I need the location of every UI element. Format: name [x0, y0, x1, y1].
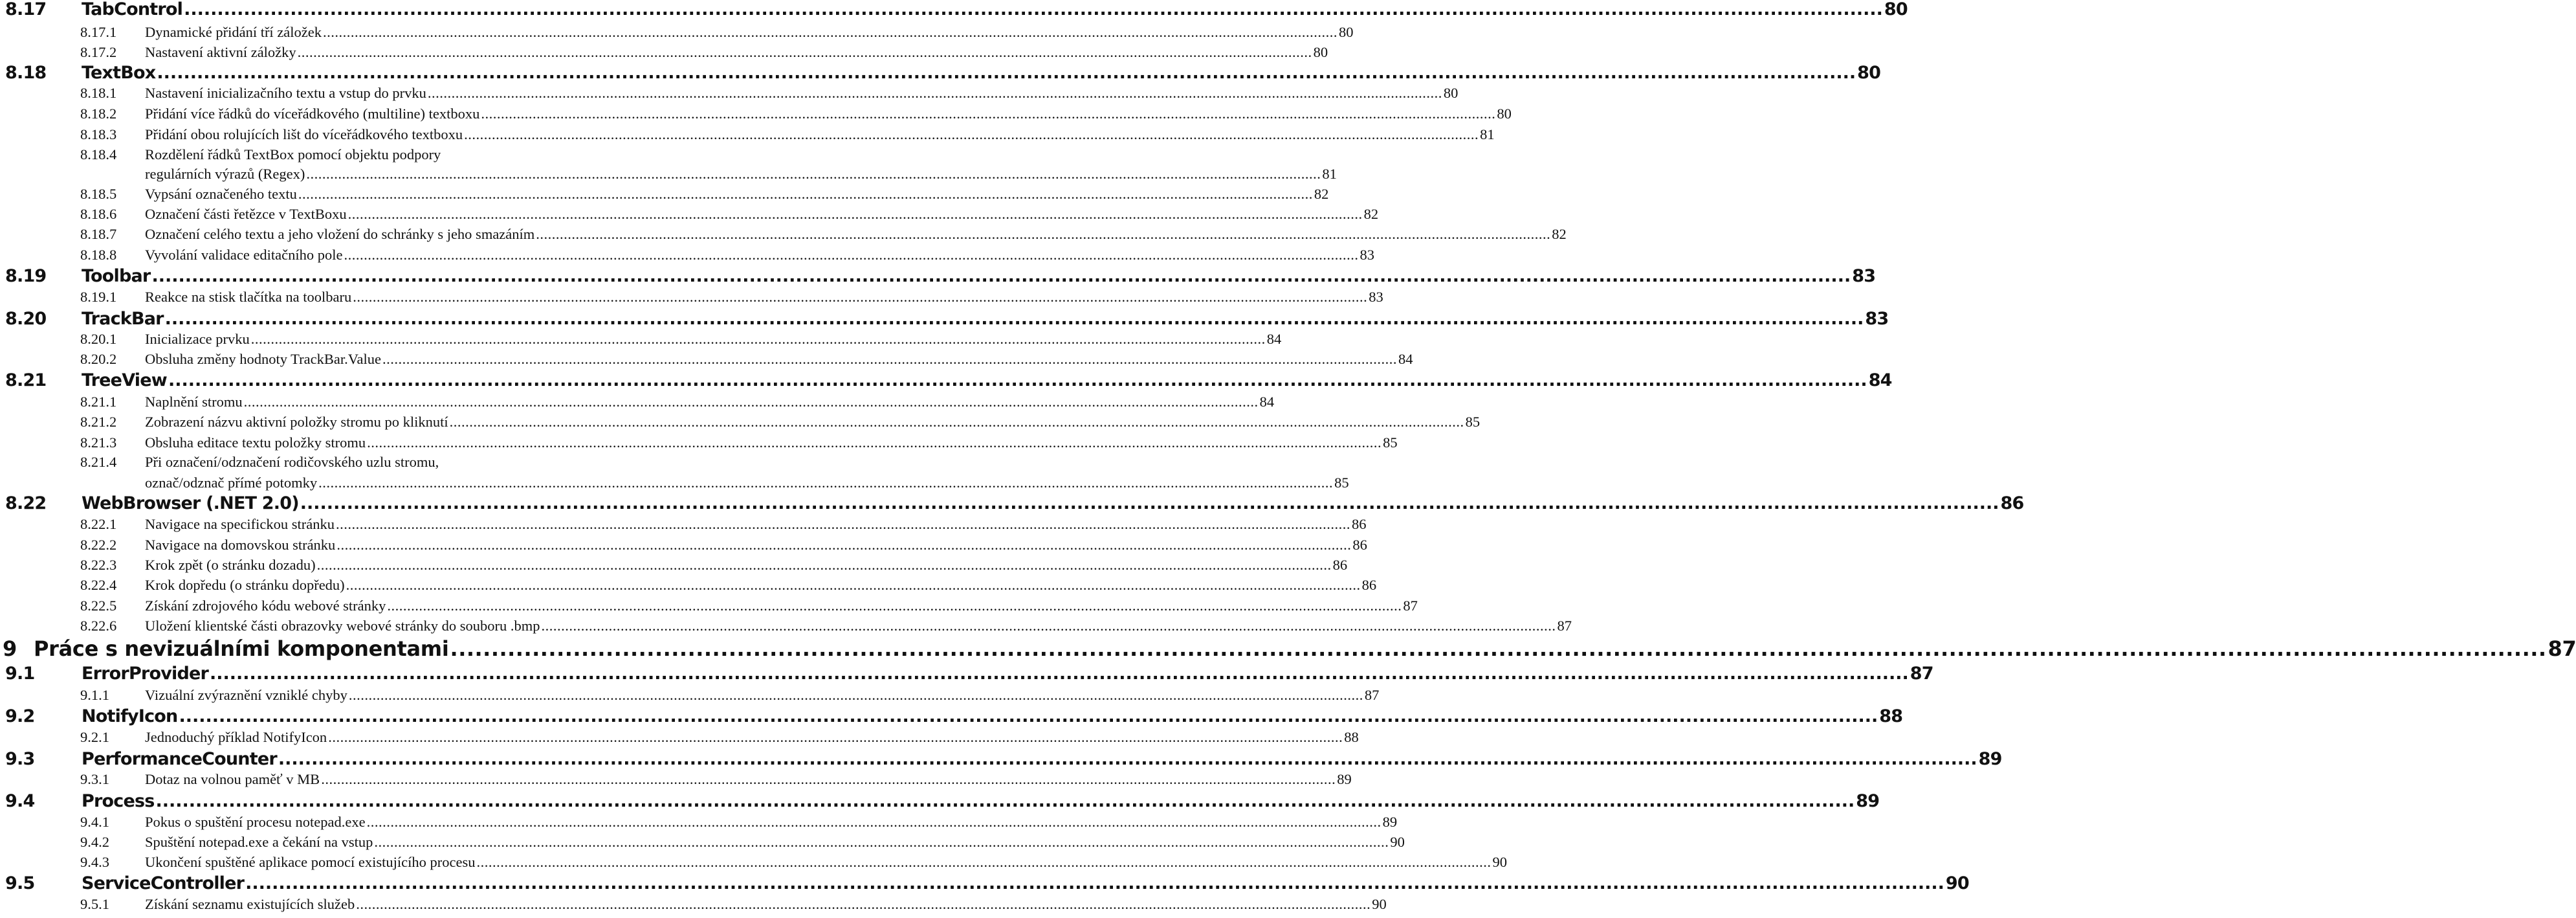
- toc-entry-page-number: 84: [1868, 370, 1892, 390]
- dot-leader: [151, 266, 1851, 286]
- toc-entry-title: Toolbar: [82, 266, 151, 286]
- toc-entry-level-3[interactable]: [80, 618, 1572, 637]
- toc-entry-page-number: 80: [1497, 106, 1512, 122]
- toc-entry-level-3[interactable]: [80, 351, 1413, 370]
- toc-entry-page-number: 87: [2548, 636, 2576, 661]
- toc-entry-level-2[interactable]: [5, 706, 1903, 728]
- toc-entry-level-3[interactable]: [80, 598, 1418, 617]
- toc-entry-page-number: 82: [1552, 226, 1567, 242]
- toc-entry-page-number: 89: [1978, 749, 2002, 769]
- toc-entry-page-number: 90: [1945, 873, 1969, 893]
- toc-entry-number: 8.18.7: [80, 226, 117, 242]
- toc-entry-page-number: 88: [1879, 706, 1903, 726]
- toc-entry-title: Process: [82, 791, 155, 811]
- toc-entry-number: 8.22.5: [80, 598, 117, 614]
- toc-entry-level-3[interactable]: [80, 414, 1481, 433]
- toc-entry-level-1[interactable]: [3, 636, 2576, 662]
- toc-entry-number: 8.18.6: [80, 206, 117, 222]
- toc-entry-page-number: 80: [1884, 0, 1908, 19]
- toc-entry-level-3[interactable]: [80, 557, 1348, 576]
- toc-entry-number: 8.18.8: [80, 247, 117, 263]
- toc-entry-title: označ/odznač přímé potomky: [145, 475, 318, 491]
- toc-entry-level-3[interactable]: [80, 206, 1379, 225]
- toc-entry-number: 8.20: [5, 309, 47, 329]
- dot-leader: [450, 636, 2547, 661]
- toc-entry-level-2[interactable]: [5, 0, 1908, 21]
- toc-entry-title: Navigace na specifickou stránku: [145, 516, 335, 532]
- toc-entry-number: 8.18.4: [80, 146, 117, 162]
- toc-entry-level-2[interactable]: [5, 370, 1892, 392]
- toc-entry-level-3[interactable]: [80, 814, 1398, 833]
- toc-entry-number: 8.22.2: [80, 537, 117, 553]
- dot-leader: [428, 85, 1442, 102]
- toc-entry-number: 8.21.3: [80, 434, 117, 451]
- toc-entry-number: 8.18.3: [80, 126, 117, 142]
- dot-leader: [298, 44, 1312, 61]
- toc-entry-title: ErrorProvider: [82, 664, 209, 684]
- toc-entry-page-number: 84: [1266, 331, 1282, 347]
- toc-entry-page-number: 83: [1369, 289, 1383, 305]
- toc-entry-title: Dynamické přidání tří záložek: [145, 24, 322, 40]
- toc-entry-level-3[interactable]: [80, 44, 1328, 63]
- toc-entry-number: 8.20.1: [80, 331, 117, 347]
- toc-entry-number: 8.19: [5, 266, 47, 286]
- toc-entry-title: Přidání obou rolujících lišt do víceřádkového textboxu: [145, 126, 463, 142]
- toc-entry-number: 9.2: [5, 706, 35, 726]
- toc-entry-level-3[interactable]: [80, 226, 1567, 245]
- dot-leader: [476, 854, 1491, 871]
- toc-entry-level-2[interactable]: [5, 749, 2002, 771]
- dot-leader: [344, 247, 1359, 263]
- toc-entry-level-3[interactable]: [80, 537, 1367, 556]
- toc-entry-level-2[interactable]: [5, 791, 1880, 813]
- toc-entry-level-2[interactable]: [5, 664, 1933, 686]
- toc-entry-level-3[interactable]: [80, 85, 1459, 104]
- toc-entry-page-number: 87: [1910, 664, 1933, 684]
- dot-leader: [168, 370, 1867, 390]
- toc-entry-title: TabControl: [82, 0, 183, 19]
- dot-leader: [349, 687, 1363, 704]
- toc-entry-page-number: 87: [1557, 618, 1572, 634]
- dot-leader: [346, 577, 1361, 594]
- dot-leader: [356, 896, 1371, 913]
- toc-entry-title: Vypsání označeného textu: [145, 186, 297, 202]
- toc-entry-page-number: 90: [1492, 854, 1507, 870]
- toc-entry-number: 8.17: [5, 0, 47, 19]
- toc-entry-page-number: 85: [1465, 414, 1481, 430]
- toc-entry-number: 8.22.6: [80, 618, 117, 634]
- toc-entry-number: 9.1: [5, 664, 35, 684]
- dot-leader: [165, 309, 1864, 329]
- dot-leader: [450, 414, 1464, 431]
- toc-entry-title: NotifyIcon: [82, 706, 178, 726]
- toc-entry-title: Reakce na stisk tlačítka na toolbaru: [145, 289, 352, 305]
- toc-entry-title: Při označení/odznačení rodičovského uzlu stromu,: [145, 454, 439, 470]
- toc-entry-title: Označení části řetězce v TextBoxu: [145, 206, 347, 222]
- toc-entry-number: 8.20.2: [80, 351, 117, 367]
- toc-entry-title: Označení celého textu a jeho vložení do schránky s jeho smazáním: [145, 226, 535, 242]
- toc-entry-number: 9.4.2: [80, 834, 109, 850]
- toc-entry-level-3[interactable]: [80, 289, 1383, 308]
- toc-entry-level-3[interactable]: [80, 687, 1380, 706]
- toc-entry-number: 9: [3, 636, 17, 661]
- dot-leader: [156, 791, 1855, 811]
- toc-entry-title: Přidání více řádků do víceřádkového (multiline) textboxu: [145, 106, 480, 122]
- dot-leader: [367, 814, 1382, 831]
- toc-entry-page-number: 86: [2000, 493, 2024, 513]
- dot-leader: [318, 475, 1333, 491]
- toc-entry-level-3[interactable]: [80, 896, 1387, 915]
- toc-entry-title: Uložení klientské části obrazovky webové stránky do souboru .bmp: [145, 618, 540, 634]
- dot-leader: [374, 834, 1389, 851]
- toc-entry-number: 8.22.3: [80, 557, 117, 573]
- toc-entry-title: Dotaz na volnou paměť v MB: [145, 771, 320, 787]
- toc-entry-page-number: 80: [1857, 63, 1881, 83]
- toc-entry-page-number: 83: [1865, 309, 1889, 329]
- toc-entry-title: Nastavení aktivní záložky: [145, 44, 296, 60]
- toc-entry-level-3[interactable]: [80, 247, 1375, 266]
- toc-entry-number: 8.18.1: [80, 85, 117, 101]
- dot-leader: [542, 618, 1556, 634]
- dot-leader: [336, 516, 1350, 533]
- toc-entry-number: 8.21: [5, 370, 47, 390]
- dot-leader: [184, 0, 1883, 19]
- toc-entry-level-3[interactable]: [80, 577, 1377, 596]
- toc-entry-number: 8.22.4: [80, 577, 117, 593]
- toc-entry-level-2[interactable]: [5, 266, 1876, 288]
- toc-entry-number: 9.3.1: [80, 771, 109, 787]
- toc-entry-level-3[interactable]: [80, 771, 1352, 790]
- dot-leader: [382, 351, 1397, 368]
- toc-entry-page-number: 84: [1259, 394, 1275, 410]
- dot-leader: [179, 706, 1878, 726]
- dot-leader: [353, 289, 1367, 306]
- toc-entry-title: Vizuální zvýraznění vzniklé chyby: [145, 687, 347, 703]
- toc-entry-title: TextBox: [82, 63, 156, 83]
- dot-leader: [387, 598, 1402, 614]
- toc-entry-number: 8.21.1: [80, 394, 117, 410]
- toc-entry-level-2[interactable]: [5, 873, 1969, 895]
- dot-leader: [321, 771, 1336, 788]
- toc-entry-page-number: 80: [1313, 44, 1328, 60]
- toc-entry-number: 8.21.4: [80, 454, 117, 470]
- toc-entry-title: Naplnění stromu: [145, 394, 243, 410]
- toc-entry-number: 8.17.2: [80, 44, 117, 60]
- toc-entry-level-3[interactable]: [80, 434, 1398, 454]
- dot-leader: [251, 331, 1266, 348]
- toc-entry-page-number: 86: [1352, 516, 1367, 532]
- toc-entry-page-number: 83: [1852, 266, 1876, 286]
- toc-entry-page-number: 86: [1361, 577, 1377, 593]
- toc-entry-number: 9.3: [5, 749, 35, 769]
- toc-entry-level-2[interactable]: [5, 309, 1889, 331]
- toc-entry-level-3[interactable]: [80, 516, 1367, 535]
- toc-entry-title: Zobrazení názvu aktivní položky stromu po kliknutí: [145, 414, 448, 430]
- toc-entry-number: 9.1.1: [80, 687, 109, 703]
- toc-entry-level-3[interactable]: [80, 126, 1495, 146]
- toc-entry-page-number: 83: [1360, 247, 1375, 263]
- toc-entry-title: Krok zpět (o stránku dozadu): [145, 557, 316, 573]
- toc-entry-number: 8.17.1: [80, 24, 117, 40]
- toc-entry-number: 8.22: [5, 493, 47, 513]
- toc-entry-title: ServiceController: [82, 873, 245, 893]
- toc-entry-number: 8.21.2: [80, 414, 117, 430]
- toc-entry-level-3[interactable]: [80, 331, 1282, 350]
- toc-entry-page-number: 80: [1443, 85, 1459, 101]
- toc-entry-number: 8.22.1: [80, 516, 117, 532]
- toc-entry-level-3[interactable]: [80, 834, 1405, 853]
- dot-leader: [278, 749, 1977, 769]
- toc-entry-title: Ukončení spuštěné aplikace pomocí existujícího procesu: [145, 854, 476, 870]
- dot-leader: [306, 166, 1321, 183]
- toc-entry-title: Rozdělení řádků TextBox pomocí objektu podpory: [145, 146, 441, 162]
- toc-entry-title: WebBrowser (.NET 2.0): [82, 493, 299, 513]
- toc-entry-page-number: 89: [1337, 771, 1352, 787]
- toc-entry-number: 8.19.1: [80, 289, 117, 305]
- toc-entry-title: Získání zdrojového kódu webové stránky: [145, 598, 386, 614]
- toc-entry-page-number: 85: [1334, 475, 1349, 491]
- toc-entry-page-number: 81: [1480, 126, 1495, 142]
- toc-entry-number: 9.2.1: [80, 729, 109, 745]
- dot-leader: [298, 186, 1313, 203]
- toc-entry-page-number: 90: [1372, 896, 1387, 912]
- toc-entry-level-2[interactable]: [5, 63, 1881, 85]
- toc-entry-page-number: 87: [1364, 687, 1380, 703]
- toc-entry-page-number: 82: [1314, 186, 1329, 202]
- toc-entry-number: 8.18: [5, 63, 47, 83]
- toc-entry-number: 9.4.3: [80, 854, 109, 870]
- dot-leader: [464, 126, 1479, 143]
- dot-leader: [300, 493, 1999, 513]
- dot-leader: [348, 206, 1363, 223]
- toc-entry-level-2[interactable]: [5, 493, 2024, 515]
- toc-entry-page-number: 88: [1344, 729, 1359, 745]
- toc-entry-title: Pokus o spuštění procesu notepad.exe: [145, 814, 366, 830]
- toc-entry-title: TrackBar: [82, 309, 164, 329]
- toc-entry-number: 9.4: [5, 791, 35, 811]
- toc-entry-page-number: 89: [1856, 791, 1880, 811]
- toc-entry-level-3[interactable]: [80, 146, 616, 166]
- toc-entry-number: 8.18.5: [80, 186, 117, 202]
- toc-entry-title: Inicializace prvku: [145, 331, 250, 347]
- dot-leader: [336, 537, 1351, 554]
- toc-entry-title: regulárních výrazů (Regex): [145, 166, 305, 182]
- toc-entry-page-number: 81: [1322, 166, 1337, 182]
- toc-entry-level-3[interactable]: [145, 475, 1349, 494]
- toc-entry-title: Jednoduchý příklad NotifyIcon: [145, 729, 327, 745]
- toc-entry-page-number: 82: [1363, 206, 1379, 222]
- toc-entry-title: Krok dopředu (o stránku dopředu): [145, 577, 345, 593]
- toc-entry-title: Vyvolání validace editačního pole: [145, 247, 343, 263]
- toc-entry-number: 9.5: [5, 873, 35, 893]
- toc-entry-title: Obsluha změny hodnoty TrackBar.Value: [145, 351, 381, 367]
- toc-entry-number: 9.4.1: [80, 814, 109, 830]
- toc-entry-title: Získání seznamu existujících služeb: [145, 896, 355, 912]
- toc-entry-level-3[interactable]: [145, 166, 1337, 185]
- toc-entry-number: 8.18.2: [80, 106, 117, 122]
- dot-leader: [367, 434, 1382, 451]
- toc-entry-title: Nastavení inicializačního textu a vstup do prvku: [145, 85, 426, 101]
- toc-entry-level-3[interactable]: [80, 186, 1329, 205]
- toc-entry-level-3[interactable]: [80, 454, 616, 473]
- toc-entry-level-3[interactable]: [80, 106, 1512, 125]
- toc-entry-page-number: 85: [1383, 434, 1398, 451]
- toc-entry-level-3[interactable]: [80, 729, 1359, 748]
- dot-leader: [244, 394, 1259, 410]
- dot-leader: [157, 63, 1856, 83]
- toc-entry-page-number: 80: [1339, 24, 1354, 40]
- dot-leader: [210, 664, 1909, 684]
- toc-entry-level-3[interactable]: [80, 394, 1275, 413]
- toc-entry-number: 9.5.1: [80, 896, 109, 912]
- dot-leader: [317, 557, 1332, 574]
- toc-entry-level-3[interactable]: [80, 24, 1354, 43]
- dot-leader: [245, 873, 1944, 893]
- dot-leader: [536, 226, 1550, 243]
- dot-leader: [323, 24, 1338, 41]
- toc-entry-title: Spuštění notepad.exe a čekání na vstup: [145, 834, 373, 850]
- dot-leader: [481, 106, 1495, 122]
- toc-entry-page-number: 87: [1403, 598, 1418, 614]
- dot-leader: [328, 729, 1343, 746]
- toc-entry-page-number: 86: [1352, 537, 1367, 553]
- toc-entry-title: PerformanceCounter: [82, 749, 277, 769]
- toc-entry-title: TreeView: [82, 370, 167, 390]
- toc-entry-page-number: 86: [1332, 557, 1348, 573]
- toc-entry-title: Obsluha editace textu položky stromu: [145, 434, 366, 451]
- toc-entry-level-3[interactable]: [80, 854, 1507, 873]
- toc-entry-page-number: 89: [1382, 814, 1398, 830]
- toc-entry-page-number: 90: [1390, 834, 1405, 850]
- toc-entry-page-number: 84: [1398, 351, 1413, 367]
- toc-entry-title: Navigace na domovskou stránku: [145, 537, 336, 553]
- toc-entry-title: Práce s nevizuálními komponentami: [34, 636, 449, 661]
